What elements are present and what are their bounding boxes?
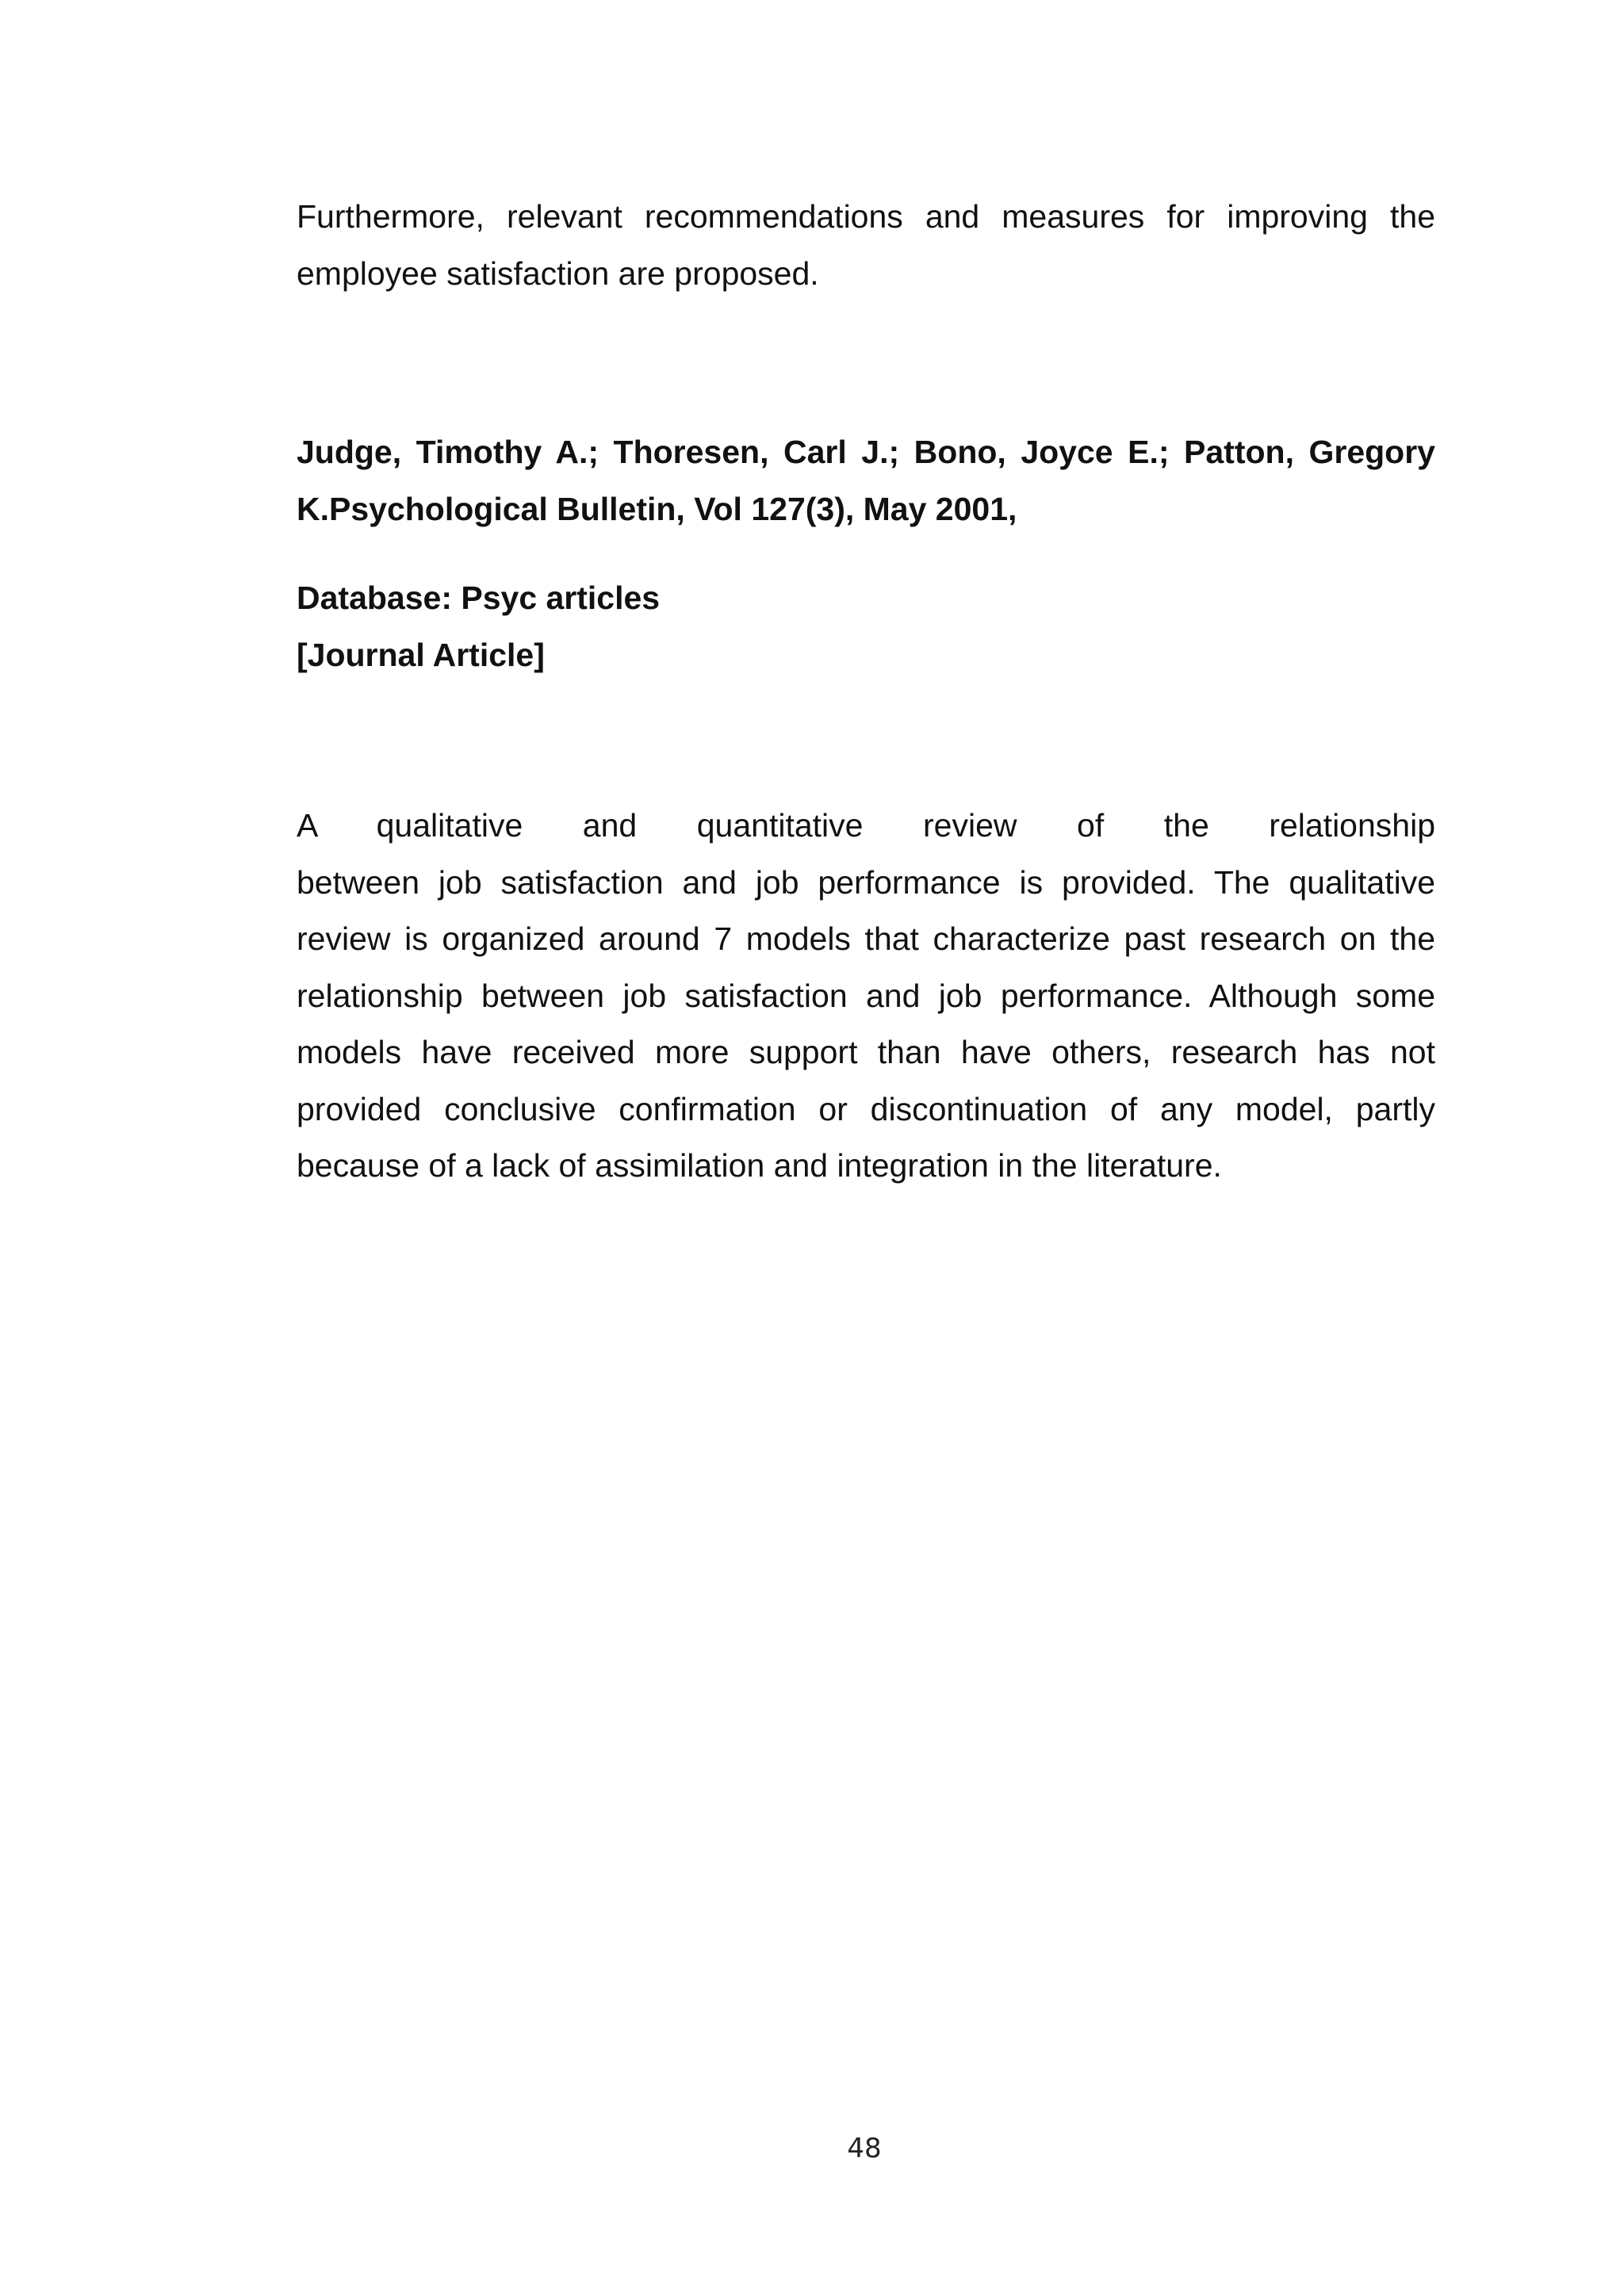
page-number: 48 (847, 2133, 882, 2164)
database-line: Database: Psyc articles (297, 580, 661, 616)
citation-heading: Judge, Timothy A.; Thoresen, Carl J.; Bono, Joyce E.; Patton, Gregory K.Psychological Bulletin, Vol 127(3), May 2001, (297, 434, 1435, 527)
abstract-first-line: A qualitative and quantitative review of the relationship (297, 807, 1435, 844)
page-content (297, 189, 1435, 1195)
abstract-body: between job satisfaction and job performance is provided. The qualitative review is organized around 7 models that characterize past research on the relationship between job satisfaction and job performance. Although some models have received more support than have others, research has not provided conclusive confirmation or discontinuation of any model, partly because of a lack of assimilation and integration in the literature. (297, 863, 1435, 1184)
article-type-line: [Journal Article] (297, 636, 545, 673)
intro-paragraph: Furthermore, relevant recommendations and measures for improving the employee satisfaction are proposed. (297, 198, 1435, 292)
citation-meta (297, 570, 1435, 683)
abstract-paragraph (297, 798, 1435, 1195)
